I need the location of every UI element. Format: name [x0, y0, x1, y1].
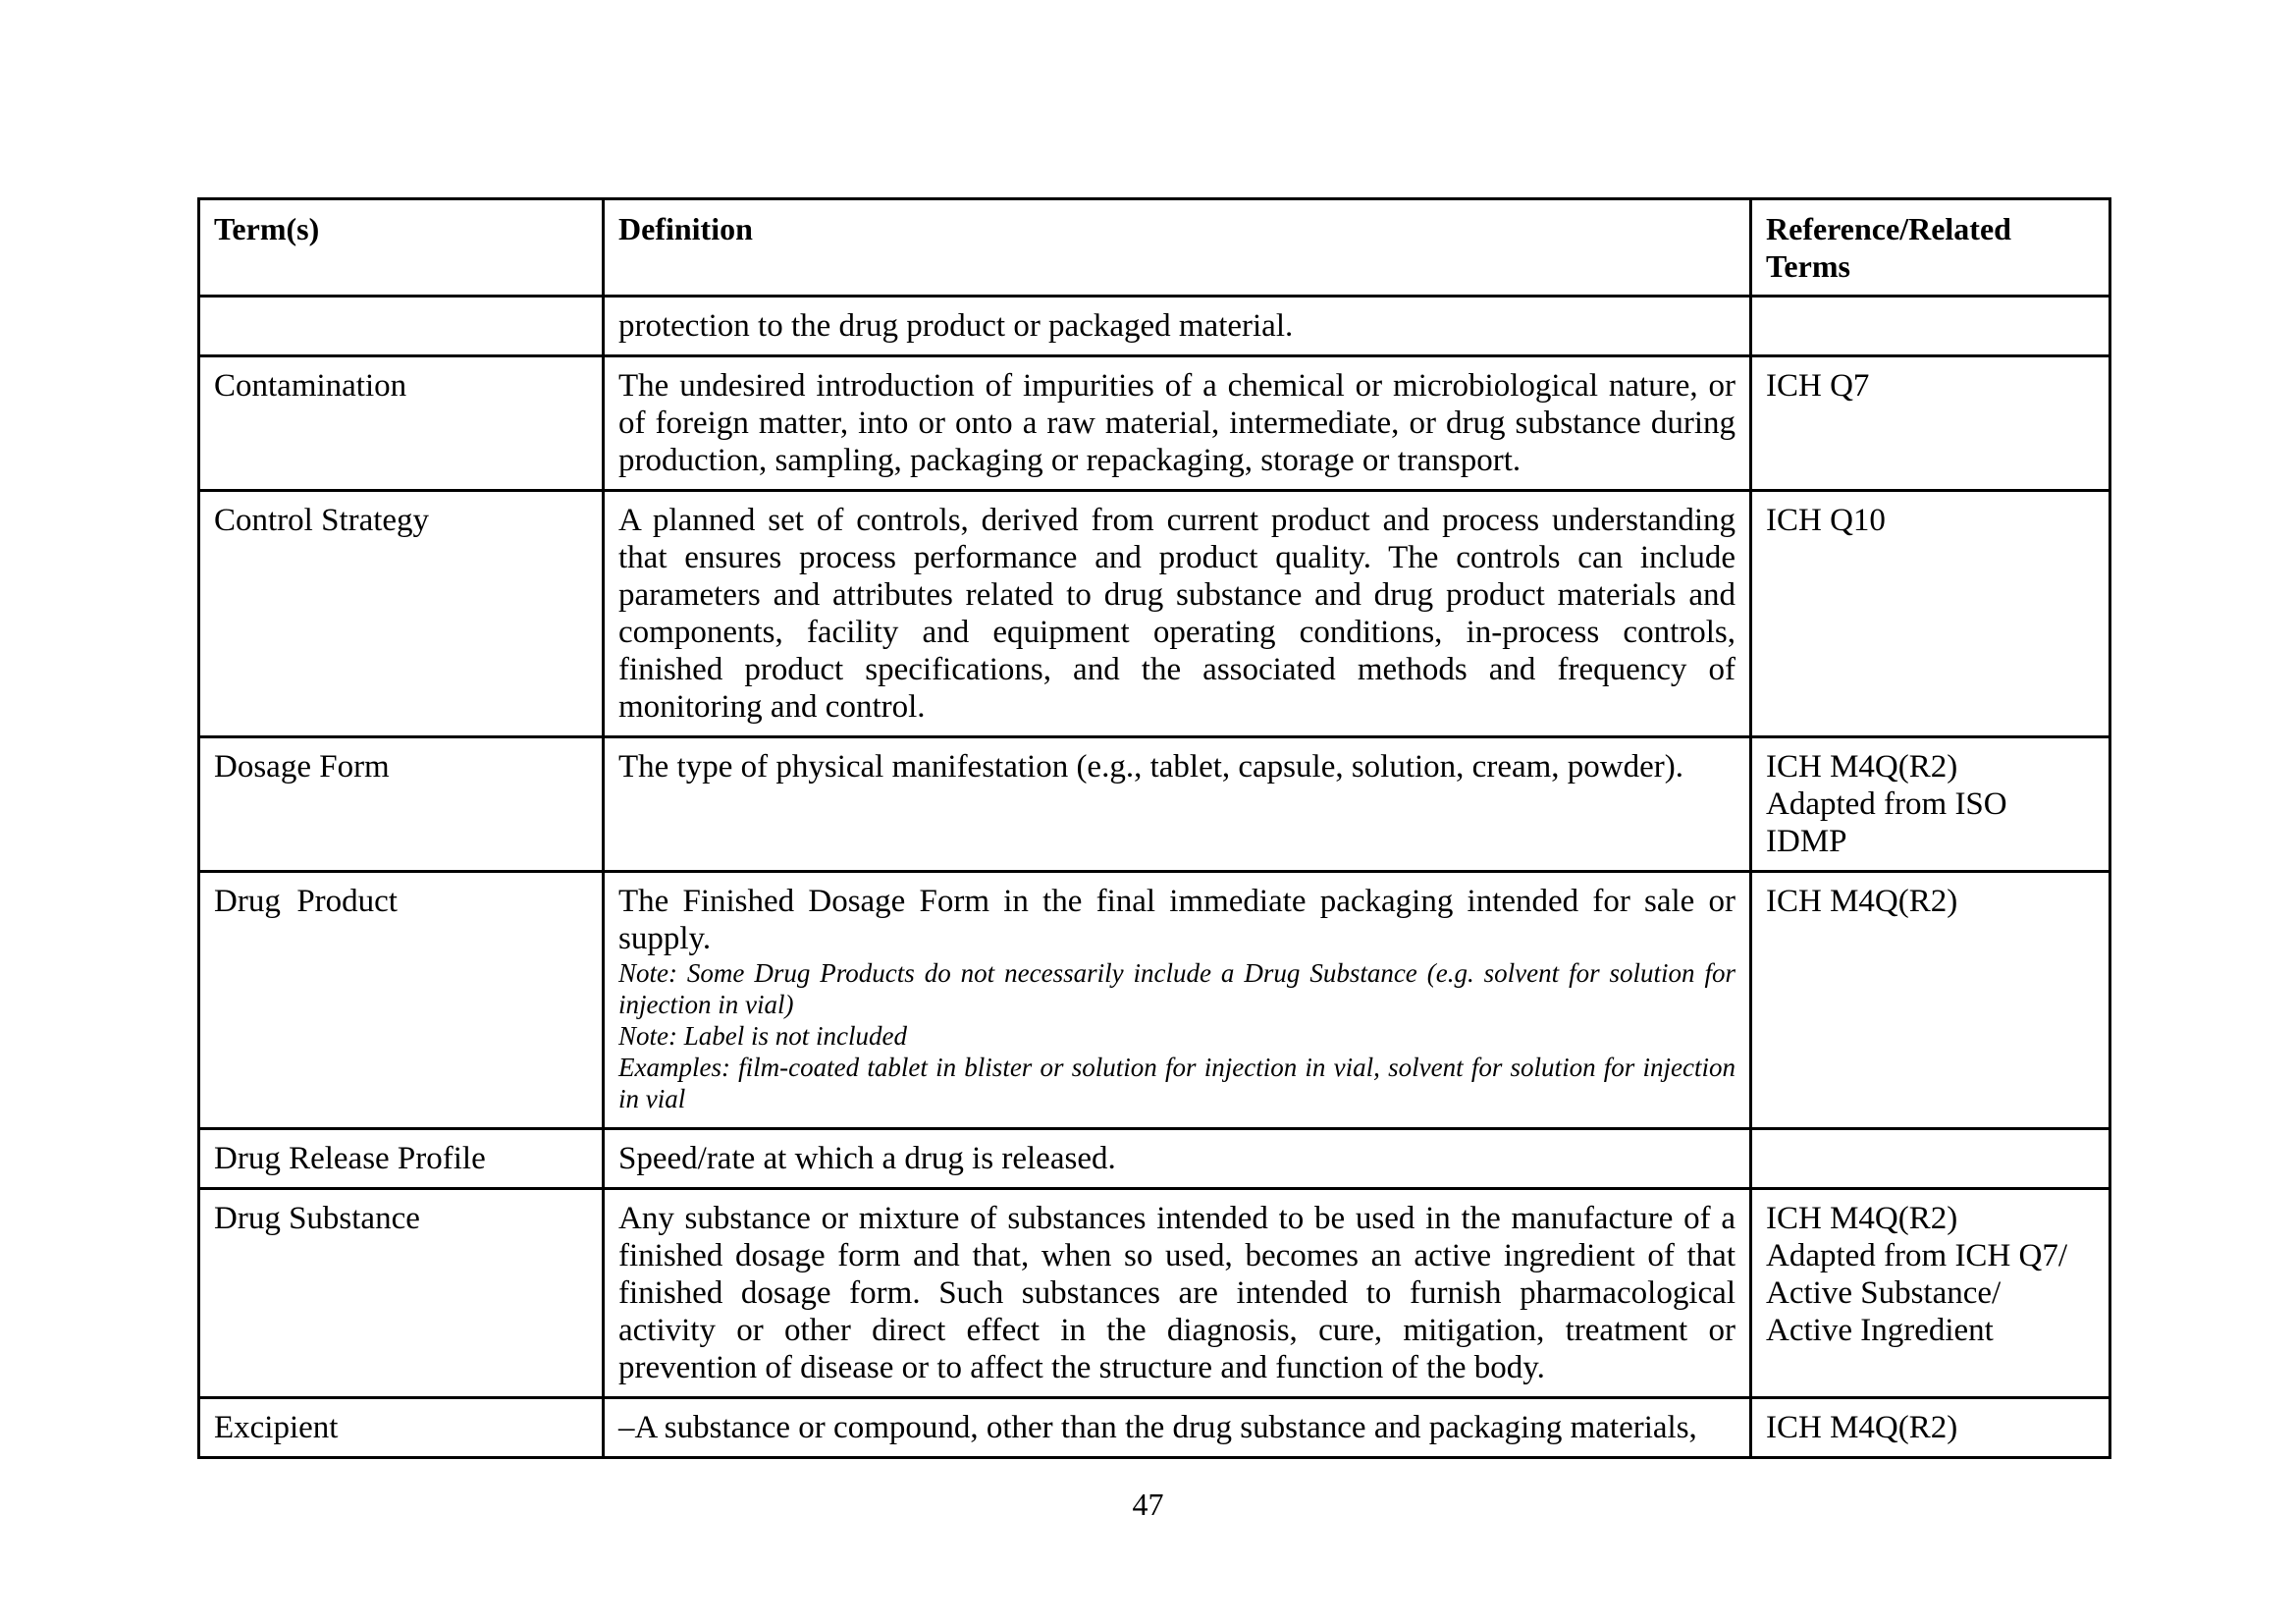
reference-text: ICH M4Q(R2)	[1766, 884, 1958, 919]
definition-note: Note: Some Drug Products do not necessarily include a Drug Substance (e.g. solvent for solution for injection in vial)	[618, 958, 1735, 1019]
table-row	[199, 356, 2110, 491]
term-cell: Drug Product	[199, 872, 604, 1129]
table-row	[199, 491, 2110, 737]
table-row	[199, 297, 2110, 356]
table-row	[199, 1189, 2110, 1398]
definition-cell	[604, 1129, 1751, 1189]
table-row	[199, 1129, 2110, 1189]
table-header-row	[199, 199, 2110, 297]
definition-note: Examples: film-coated tablet in blister or solution for injection in vial, solvent for solution for injection in vial	[618, 1053, 1735, 1113]
header-reference: Reference/Related Terms	[1751, 199, 2110, 297]
reference-cell	[1751, 297, 2110, 356]
reference-cell	[1751, 1189, 2110, 1398]
term-cell: Excipient	[199, 1398, 604, 1458]
definition-text: A planned set of controls, derived from current product and process understanding that ensures process performance and product quality. The controls can include parameters and attributes related to drug substance and drug product materials and components, facility and equipment operating conditions, in-process controls, finished product specifications, and the associated methods and frequency of monitoring and control.	[618, 503, 1735, 725]
term-cell: Drug Release Profile	[199, 1129, 604, 1189]
table-row	[199, 872, 2110, 1129]
definition-text: protection to the drug product or packaged material.	[618, 308, 1294, 344]
reference-text: Active Substance/	[1766, 1275, 2002, 1311]
header-term: Term(s)	[199, 199, 604, 297]
definition-cell	[604, 356, 1751, 491]
reference-text: ICH Q7	[1766, 368, 1870, 404]
reference-cell	[1751, 737, 2110, 872]
definition-cell	[604, 872, 1751, 1129]
definition-cell	[604, 491, 1751, 737]
definition-cell	[604, 297, 1751, 356]
definition-cell	[604, 1398, 1751, 1458]
term-cell: Control Strategy	[199, 491, 604, 737]
reference-text: ICH Q10	[1766, 503, 1886, 538]
definition-cell	[604, 737, 1751, 872]
reference-cell	[1751, 1129, 2110, 1189]
table-row	[199, 737, 2110, 872]
reference-cell	[1751, 872, 2110, 1129]
table-body	[199, 297, 2110, 1458]
reference-text: ICH M4Q(R2)	[1766, 1410, 1958, 1445]
definition-text: The Finished Dosage Form in the final immediate packaging intended for sale or supply.	[618, 884, 1735, 956]
definition-note: Note: Label is not included	[618, 1021, 907, 1051]
definition-text: The undesired introduction of impurities of a chemical or microbiological nature, or of foreign matter, into or onto a raw material, intermediate, or drug substance during production, sampling, packaging or repackaging, storage or transport.	[618, 368, 1735, 478]
term-cell: Drug Substance	[199, 1189, 604, 1398]
page-number: 47	[1132, 1487, 1164, 1522]
table-row	[199, 1398, 2110, 1458]
reference-text: Adapted from ISO IDMP	[1766, 786, 2007, 859]
definition-text: Any substance or mixture of substances intended to be used in the manufacture of a finished dosage form and that, when so used, becomes an active ingredient of that finished dosage form. Such substances are intended to furnish pharmacological activity or other direct effect in the diagnosis, cure, mitigation, treatment or prevention of disease or to affect the structure and function of the body.	[618, 1201, 1735, 1385]
reference-text: Active Ingredient	[1766, 1313, 1994, 1348]
definition-cell	[604, 1189, 1751, 1398]
reference-cell	[1751, 356, 2110, 491]
definition-text: The type of physical manifestation (e.g., tablet, capsule, solution, cream, powder).	[618, 749, 1683, 785]
definition-text: –A substance or compound, other than the drug substance and packaging materials,	[618, 1410, 1697, 1445]
term-cell: Dosage Form	[199, 737, 604, 872]
reference-text: ICH M4Q(R2)	[1766, 749, 1958, 785]
term-cell	[199, 297, 604, 356]
definition-text: Speed/rate at which a drug is released.	[618, 1141, 1116, 1176]
header-definition: Definition	[604, 199, 1751, 297]
reference-cell	[1751, 491, 2110, 737]
reference-text: Adapted from ICH Q7/	[1766, 1238, 2068, 1273]
glossary-table	[197, 197, 2111, 1459]
term-cell: Contamination	[199, 356, 604, 491]
reference-cell	[1751, 1398, 2110, 1458]
reference-text: ICH M4Q(R2)	[1766, 1201, 1958, 1236]
